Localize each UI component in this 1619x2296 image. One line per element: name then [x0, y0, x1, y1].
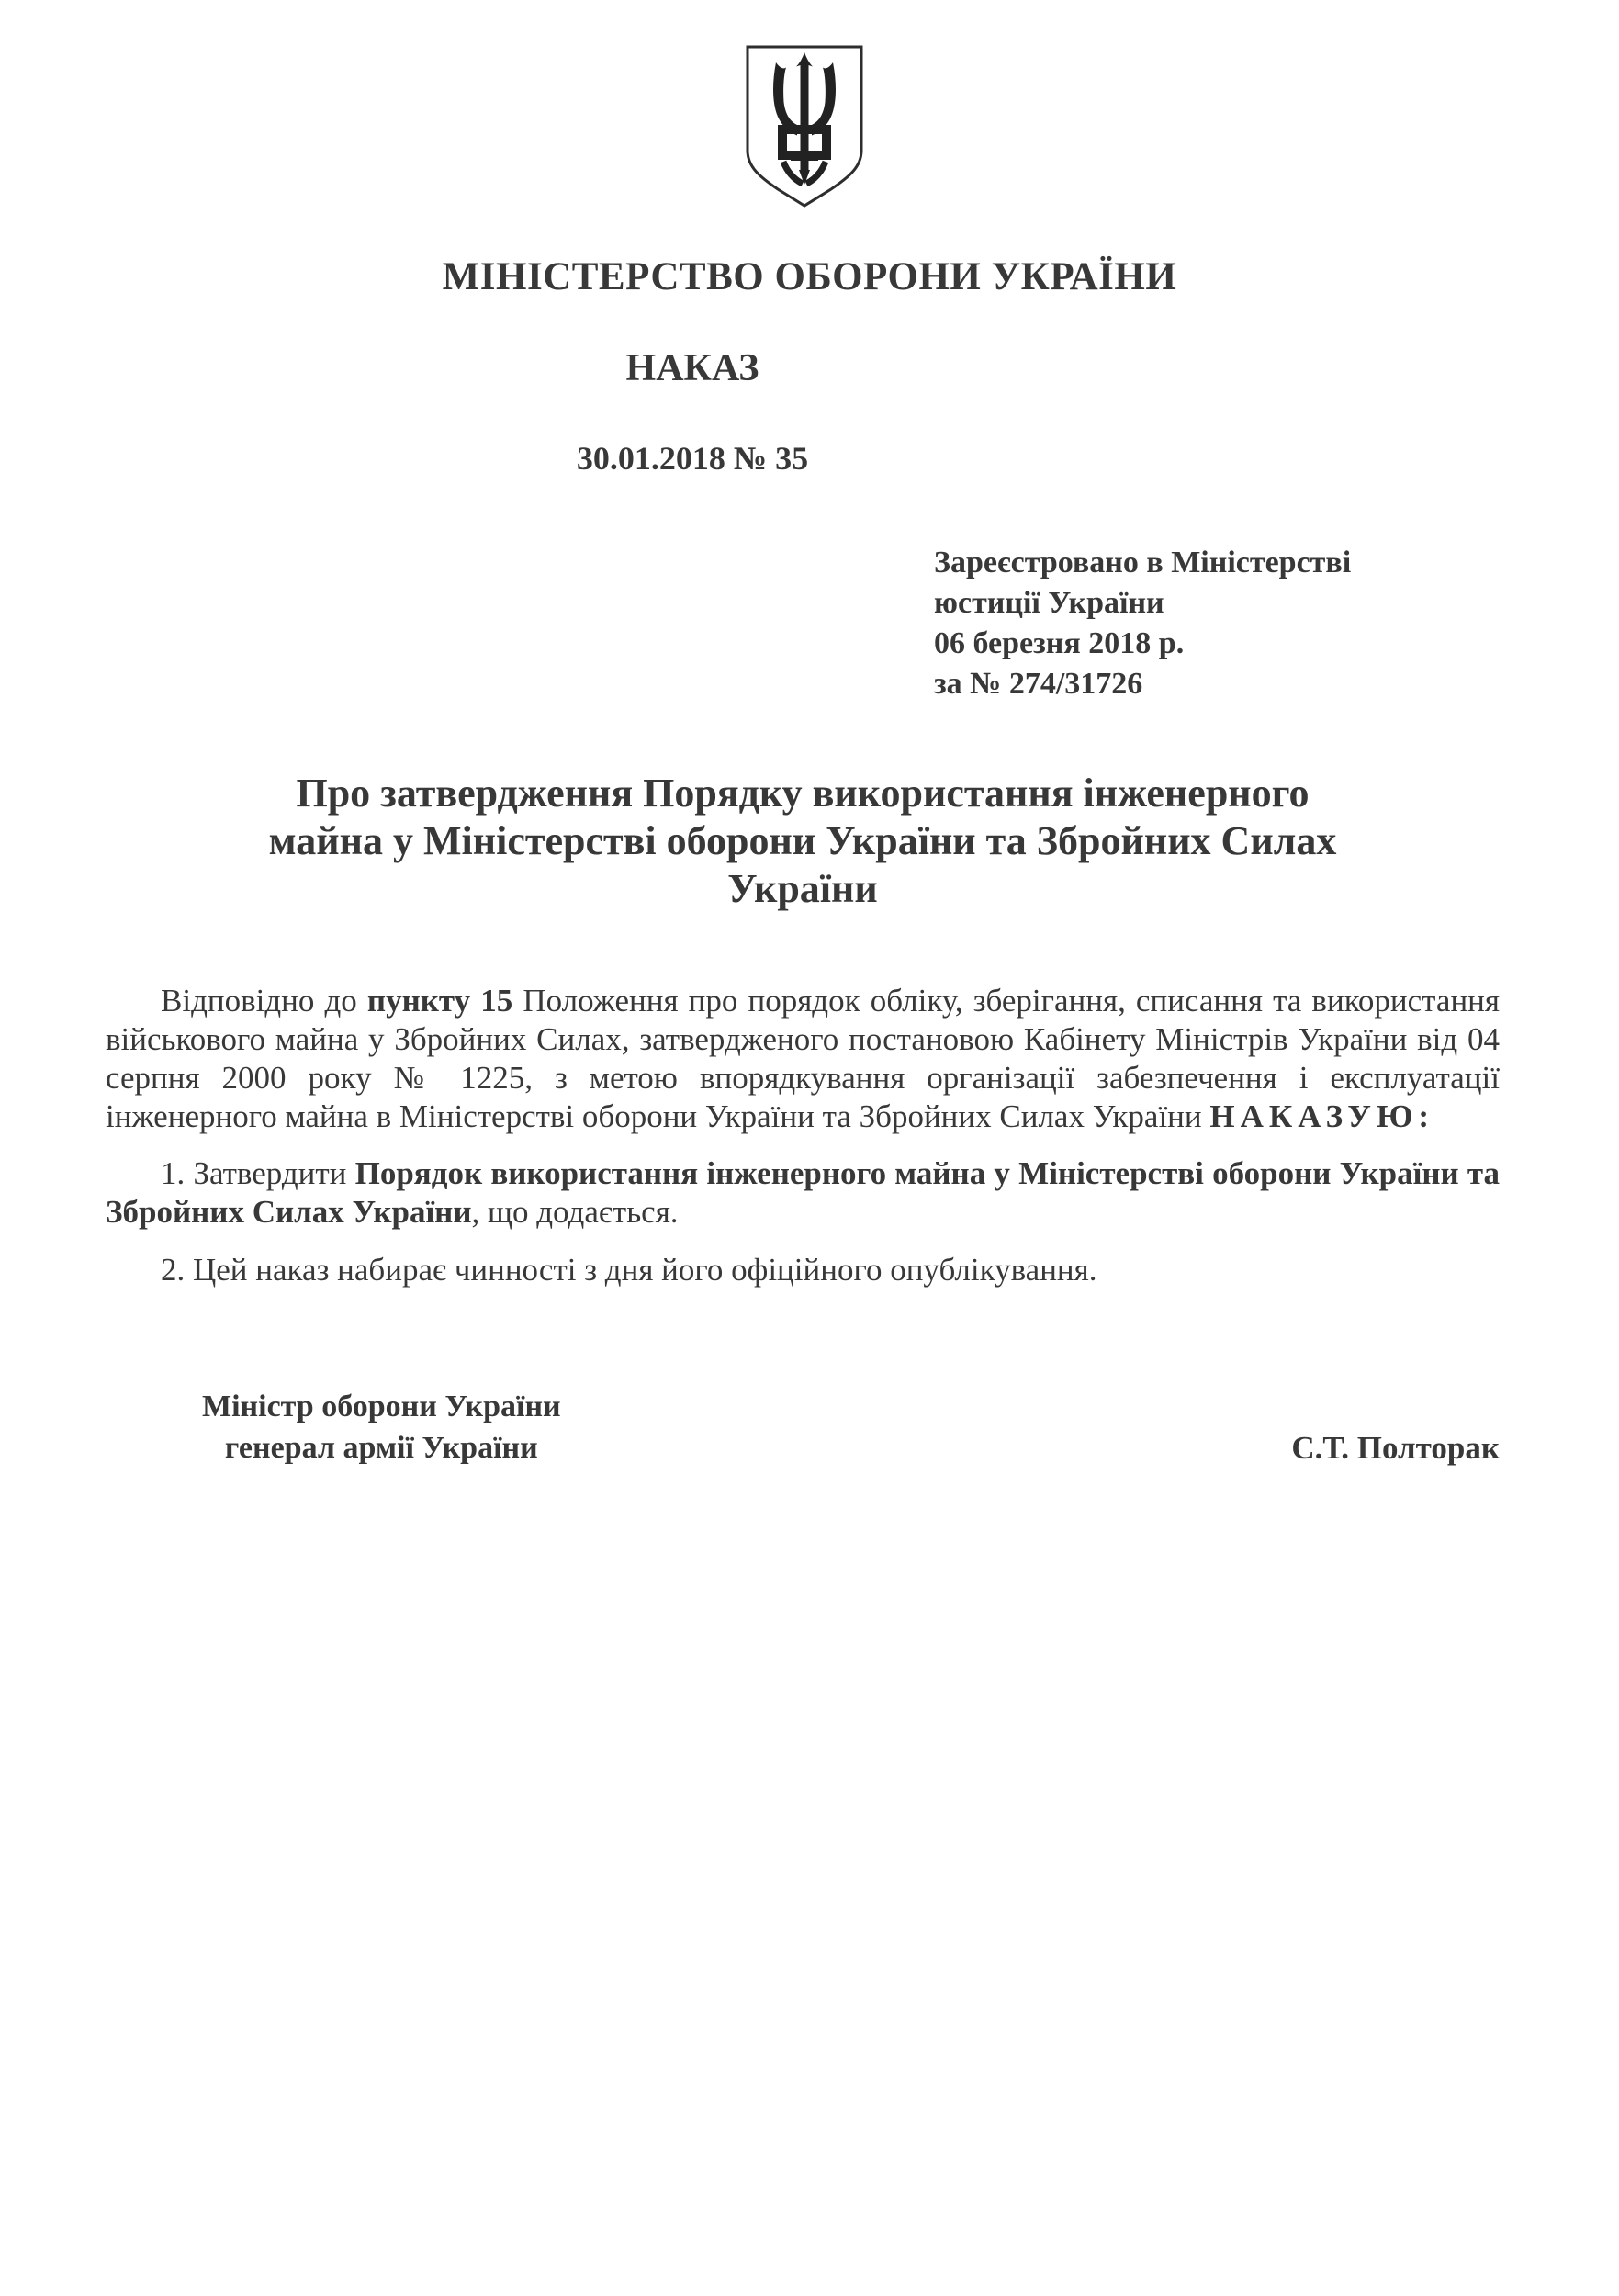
preamble-bold-reference: пункту 15	[366, 983, 513, 1019]
document-title-line: України	[727, 866, 878, 911]
decree-word: НАКАЗУЮ:	[1209, 1098, 1435, 1134]
item-2-text: 2. Цей наказ набирає чинності з дня його офіційного опублікування.	[161, 1252, 1097, 1288]
document-body	[106, 982, 1500, 1289]
item-1-text-start: 1. Затвердити	[161, 1155, 355, 1191]
registration-line: 06 березня 2018 р.	[934, 626, 1185, 660]
registration-stamp	[934, 543, 1351, 704]
registration-line: юстиції України	[934, 586, 1164, 620]
registration-line: за № 274/31726	[934, 667, 1143, 701]
order-item-2	[106, 1251, 1500, 1289]
signer-position-line-2: генерал армії України	[224, 1431, 538, 1465]
order-item-1	[106, 1154, 1500, 1232]
signature-block	[106, 1386, 1500, 1469]
signer-position-line-1: Міністр оборони України	[202, 1390, 561, 1424]
coat-of-arms-icon	[741, 43, 868, 216]
order-date-number: 30.01.2018 № 35	[576, 440, 809, 477]
registration-line: Зареєстровано в Міністерстві	[934, 546, 1352, 580]
document-title	[106, 770, 1500, 913]
document-title-line: Про затвердження Порядку використання інженерного	[296, 771, 1310, 816]
signer-name: С.Т. Полторак	[1291, 1430, 1500, 1466]
preamble-text-start: Відповідно до	[161, 983, 367, 1019]
preamble-paragraph	[106, 982, 1500, 1136]
ministry-heading: МІНІСТЕРСТВО ОБОРОНИ УКРАЇНИ	[442, 255, 1177, 298]
signer-position	[202, 1386, 561, 1469]
item-1-text-end: , що додається.	[471, 1194, 679, 1230]
item-1-bold-text: Порядок використання інженерного майна у Міністерстві оборони України та Збройних Силах України	[106, 1155, 1500, 1230]
preamble-text-middle: Положення про порядок обліку, зберігання, списання та використання військового майна у Збройних Силах, затвердженого постановою Кабінету Міністрів України від 04 серпня 2000 року № 1225, з метою впорядкування організації забезпечення і експлуатації інженерного майна в Міністерстві оборони України та Збройних Силах України	[106, 983, 1500, 1134]
document-title-line: майна у Міністерстві оборони України та Збройних Силах	[268, 818, 1337, 863]
order-heading: НАКАЗ	[625, 347, 759, 389]
